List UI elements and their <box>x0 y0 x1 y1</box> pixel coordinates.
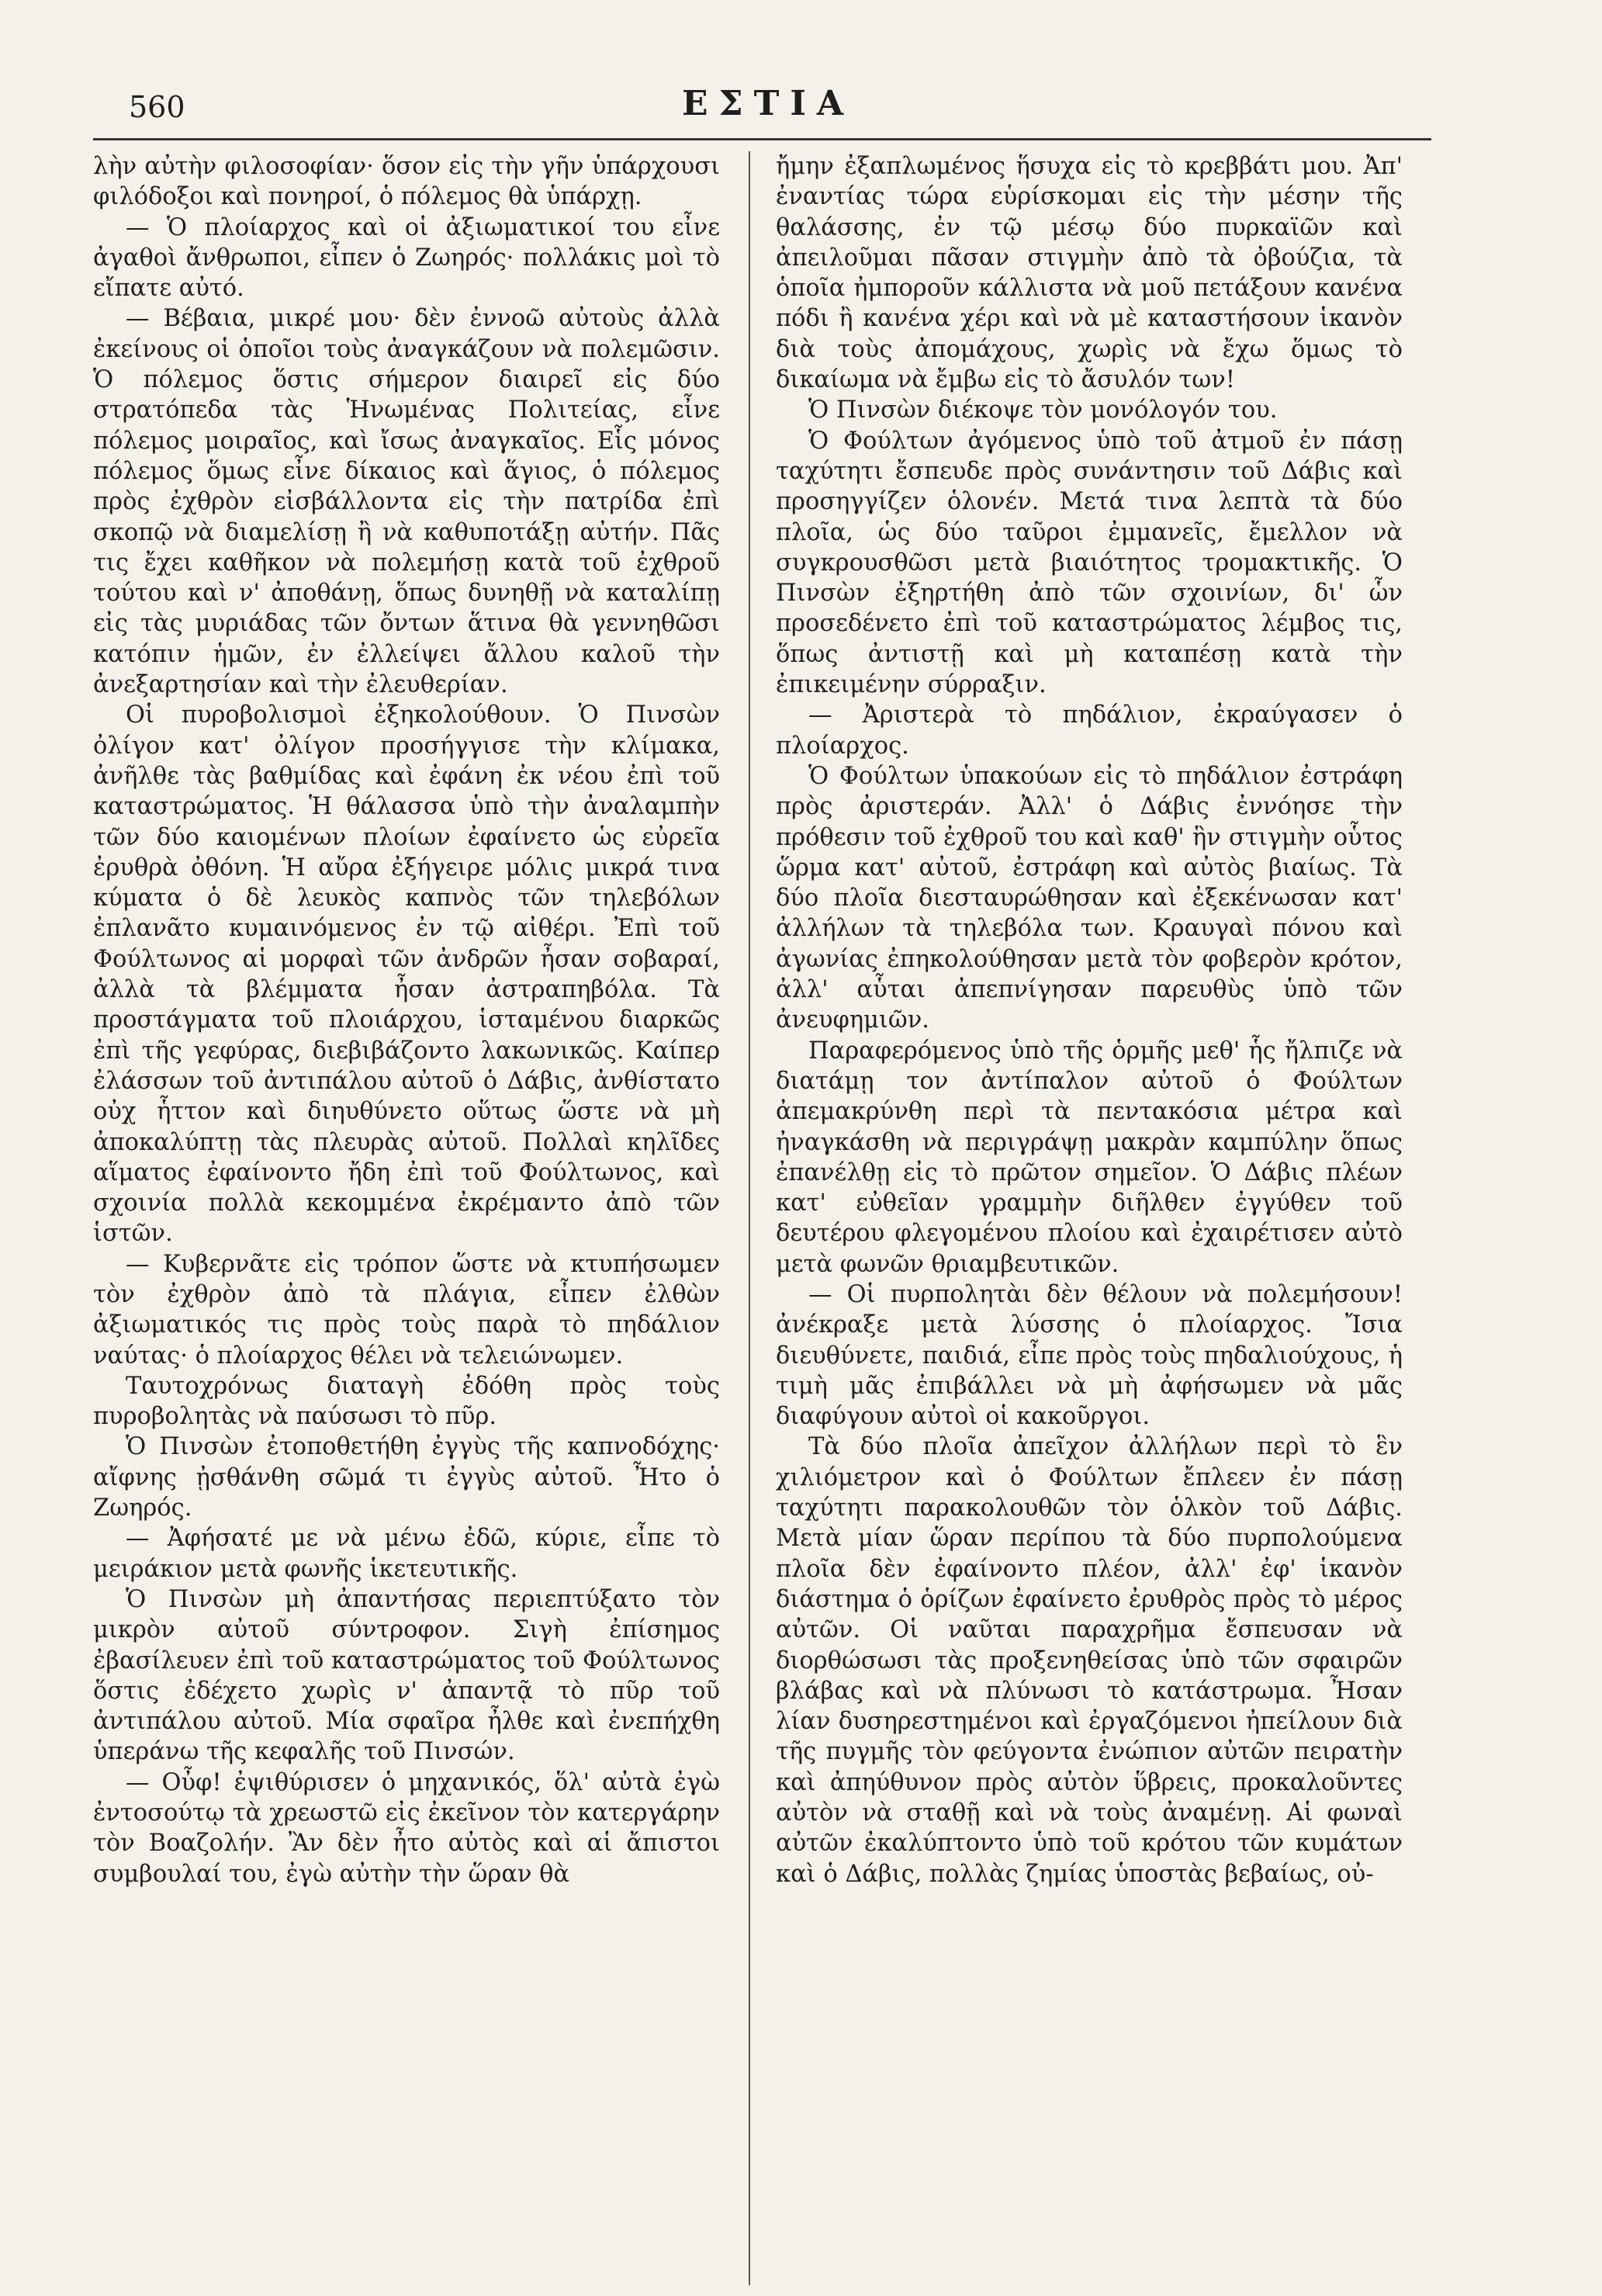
paragraph: λὴν αὐτὴν φιλοσοφίαν· ὅσον εἰς τὴν γῆν ὑπάρχουσι φιλόδοξοι καὶ πονηροί, ὁ πόλεμος θὰ ὑπάρχῃ. <box>93 153 720 211</box>
paragraph: Ὁ Πινσὼν ἐτοποθετήθη ἐγγὺς τῆς καπνοδόχης· αἴφνης ᾐσθάνθη σῶμά τι ἐγγὺς αὐτοῦ. Ἦτο ὁ Ζωηρός. <box>93 1433 720 1522</box>
paragraph: Ὁ Φούλτων ὑπακούων εἰς τὸ πηδάλιον ἐστράφη πρὸς ἀριστεράν. Ἀλλ' ὁ Δάβις ἐννόησε τὴν πρόθεσιν τοῦ ἐχθροῦ του καὶ καθ' ἣν στιγμὴν οὗτος ὥρμα κατ' αὐτοῦ, ἐστράφη καὶ αὐτὸς βιαίως. Τὰ δύο πλοῖα διεσταυρώθησαν καὶ ἐξεκένωσαν κατ' ἀλλήλων τὰ τηλεβόλα των. Κραυγαὶ πόνου καὶ ἀγωνίας ἐπηκολούθησαν μετὰ τὸν φοβερὸν κρότον, ἀλλ' αὗται ἀπεπνίγησαν παρευθὺς ὑπὸ τῶν ἀνευφημιῶν. <box>776 762 1403 1034</box>
header-rule <box>93 138 1431 140</box>
paragraph: — Ὁ πλοίαρχος καὶ οἱ ἀξιωματικοί του εἶνε ἀγαθοὶ ἄνθρωποι, εἶπεν ὁ Ζωηρός· πολλάκις μοὶ τὸ εἴπατε αὐτό. <box>93 213 720 303</box>
paragraph: — Οἱ πυρπολητὰι δὲν θέλουν νὰ πολεμήσουν! ἀνέκραξε μετὰ λύσσης ὁ πλοίαρχος. Ἴσια διευθύνετε, παιδιά, εἶπε πρὸς τοὺς πηδαλιούχους, ἡ τιμὴ μᾶς ἐπιβάλλει νὰ μὴ ἀφήσωμεν νὰ μᾶς διαφύγουν αὐτοὶ οἱ κακοῦργοι. <box>776 1280 1403 1431</box>
column-divider <box>749 151 750 2285</box>
paragraph: Παραφερόμενος ὑπὸ τῆς ὁρμῆς μεθ' ἧς ἤλπιζε νὰ διατάμῃ τον ἀντίπαλον αὐτοῦ ὁ Φούλτων ἀπεμακρύνθη περὶ τὰ πεντακόσια μέτρα καὶ ἠναγκάσθη νὰ περιγράψῃ μακρὰν καμπύλην ὅπως ἐπανέλθῃ εἰς τὸ πρῶτον σημεῖον. Ὁ Δάβις πλέων κατ' εὐθεῖαν γραμμὴν διῆλθεν ἐγγύθεν τοῦ δευτέρου φλεγομένου πλοίου καὶ ἐχαιρέτισεν αὐτὸ μετὰ φωνῶν θριαμβευτικῶν. <box>776 1037 1403 1278</box>
paragraph: — Βέβαια, μικρέ μου· δὲν ἐννοῶ αὐτοὺς ἀλλὰ ἐκείνους οἱ ὁποῖοι τοὺς ἀναγκάζουν νὰ πολεμῶσιν. Ὁ πόλεμος ὅστις σήμερον διαιρεῖ εἰς δύο στρατόπεδα τὰς Ἡνωμένας Πολιτείας, εἶνε πόλεμος μοιραῖος, καὶ ἴσως ἀναγκαῖος. Εἷς μόνος πόλεμος ὅμως εἶνε δίκαιος καὶ ἅγιος, ὁ πόλεμος πρὸς ἐχθρὸν εἰσβάλλοντα εἰς τὴν πατρίδα ἐπὶ σκοπῷ νὰ διαμελίσῃ ἢ νὰ καθυποτάξῃ αὐτήν. Πᾶς τις ἔχει καθῆκον νὰ πολεμήσῃ κατὰ τοῦ ἐχθροῦ τούτου καὶ ν' ἀποθάνῃ, ὅπως δυνηθῇ νὰ καταλίπῃ εἰς τὰς μυριάδας τῶν ὄντων ἅτινα θὰ γεννηθῶσι κατόπιν ἡμῶν, ἐν ἐλλείψει ἄλλου καλοῦ τὴν ἀνεξαρτησίαν καὶ τὴν ἐλευθερίαν. <box>93 305 720 699</box>
paragraph: Ὁ Πινσὼν διέκοψε τὸν μονόλογόν του. <box>808 397 1278 424</box>
paragraph: Ταυτοχρόνως διαταγὴ ἐδόθη πρὸς τοὺς πυροβολητὰς νὰ παύσωσι τὸ πῦρ. <box>93 1372 720 1431</box>
paragraph: Ὁ Φούλτων ἀγόμενος ὑπὸ τοῦ ἀτμοῦ ἐν πάσῃ ταχύτητι ἔσπευδε πρὸς συνάντησιν τοῦ Δάβις καὶ προσηγγίζεν ὁλονέν. Μετά τινα λεπτὰ τὰ δύο πλοῖα, ὡς δύο ταῦροι ἐμμανεῖς, ἔμελλον νὰ συγκρουσθῶσι μετὰ βιαιότητος τρομακτικῆς. Ὁ Πινσὼν ἐξηρτήθη ἀπὸ τῶν σχοινίων, δι' ὧν προσεδένετο ἐπὶ τοῦ καταστρώματος λέμβος τις, ὅπως ἀντιστῇ καὶ μὴ καταπέσῃ κατὰ τὴν ἐπικειμένην σύρραξιν. <box>776 427 1403 699</box>
paragraph: Ὁ Πινσὼν μὴ ἀπαντήσας περιεπτύξατο τὸν μικρὸν αὐτοῦ σύντροφον. Σιγὴ ἐπίσημος ἐβασίλευεν ἐπὶ τοῦ καταστρώματος τοῦ Φούλτωνος ὅστις ἐδέχετο χωρὶς ν' ἀπαντᾷ τὸ πῦρ τοῦ ἀντιπάλου αὐτοῦ. Μία σφαῖρα ἦλθε καὶ ἐνεπήχθη ὑπεράνω τῆς κεφαλῆς τοῦ Πινσών. <box>93 1585 720 1766</box>
running-title: ΕΣΤΙΑ <box>681 84 855 123</box>
paragraph: Οἱ πυροβολισμοὶ ἐξηκολούθουν. Ὁ Πινσὼν ὀλίγον κατ' ὀλίγον προσήγγισε τὴν κλίμακα, ἀνῆλθε τὰς βαθμίδας καὶ ἐφάνη ἐκ νέου ἐπὶ τοῦ καταστρώματος. Ἡ θάλασσα ὑπὸ τὴν ἀναλαμπὴν τῶν δύο καιομένων πλοίων ἐφαίνετο ὡς εὐρεῖα ἐρυθρὰ ὀθόνη. Ἡ αὔρα ἐξήγειρε μόλις μικρά τινα κύματα ὁ δὲ λευκὸς καπνὸς τῶν τηλεβόλων ἐπλανᾶτο κυμαινόμενος ἐν τῷ αἰθέρι. Ἐπὶ τοῦ Φούλτωνος αἱ μορφαὶ τῶν ἀνδρῶν ἦσαν σοβαραί, ἀλλὰ τὰ βλέμματα ἦσαν ἀστραπηβόλα. Τὰ προστάγματα τοῦ πλοιάρχου, ἱσταμένου διαρκῶς ἐπὶ τῆς γεφύρας, διεβιβάζοντο λακωνικῶς. Καίπερ ἐλάσσων τοῦ ἀντιπάλου αὐτοῦ ὁ Δάβις, ἀνθίστατο οὐχ ἧττον καὶ διηυθύνετο οὕτως ὥστε νὰ μὴ ἀποκαλύπτῃ τὰς πλευρὰς αὐτοῦ. Πολλαὶ κηλῖδες αἵματος ἐφαίνοντο ἤδη ἐπὶ τοῦ Φούλτωνος, καὶ σχοινία πολλὰ κεκομμένα ἐκρέμαντο ἀπὸ τῶν ἱστῶν. <box>93 701 720 1248</box>
paragraph: ἤμην ἐξαπλωμένος ἥσυχα εἰς τὸ κρεββάτι μου. Ἀπ' ἐναντίας τώρα εὑρίσκομαι εἰς τὴν μέσην τῆς θαλάσσης, ἐν τῷ μέσῳ δύο πυρκαϊῶν καὶ ἀπειλοῦμαι πᾶσαν στιγμὴν ἀπὸ τὰ ὀβούζια, τὰ ὁποῖα ἠμποροῦν κάλλιστα νὰ μοῦ πετάξουν κανένα πόδι ἢ κανένα χέρι καὶ νὰ μὲ καταστήσουν ἱκανὸν διὰ τοὺς ἀπομάχους, χωρὶς νὰ ἔχω ὅμως τὸ δικαίωμα νὰ ἔμβω εἰς τὸ ἄσυλόν των! <box>776 153 1403 394</box>
page-header <box>109 78 1427 132</box>
paragraph: — Κυβερνᾶτε εἰς τρόπον ὥστε νὰ κτυπήσωμεν τὸν ἐχθρὸν ἀπὸ τὰ πλάγια, εἶπεν ἐλθὼν ἀξιωματικός τις πρὸς τοὺς παρὰ τὸ πηδάλιον ναύτας· ὁ πλοίαρχος θέλει νὰ τελειώνωμεν. <box>93 1250 720 1370</box>
page-number: 560 <box>129 90 185 124</box>
paragraph: Τὰ δύο πλοῖα ἀπεῖχον ἀλλήλων περὶ τὸ ἓν χιλιόμετρον καὶ ὁ Φούλτων ἔπλεεν ἐν πάσῃ ταχύτητι παρακολουθῶν τὸν ὁλκὸν τοῦ Δάβις. Μετὰ μίαν ὥραν περίπου τὰ δύο πυρπολούμενα πλοῖα δὲν ἐφαίνοντο πλέον, ἀλλ' ἐφ' ἱκανὸν διάστημα ὁ ὁρίζων ἐφαίνετο ἐρυθρὸς πρὸς τὸ μέρος αὐτῶν. Οἱ ναῦται παραχρῆμα ἔσπευσαν νὰ διορθώσωσι τὰς προξενηθείσας ὑπὸ τῶν σφαιρῶν βλάβας καὶ νὰ πλύνωσι τὸ κατάστρωμα. Ἦσαν λίαν δυσηρεστημένοι καὶ ἐργαζόμενοι ἠπείλουν διὰ τῆς πυγμῆς τὸν φεύγοντα ἐνώπιον αὐτῶν πειρατὴν καὶ ἀπηύθυνον πρὸς αὐτὸν ὕβρεις, προκαλοῦντες αὐτὸν νὰ σταθῇ καὶ νὰ τοὺς ἀναμένῃ. Αἱ φωναὶ αὐτῶν ἐκαλύπτοντο ὑπὸ τοῦ κρότου τῶν κυμάτων καὶ ὁ Δάβις, πολλὰς ζημίας ὑποστὰς βεβαίως, οὐ- <box>776 1433 1403 1888</box>
right-column <box>776 151 1403 2285</box>
paragraph: — Οὖφ! ἐψιθύρισεν ὁ μηχανικός, ὅλ' αὐτὰ ἐγὼ ἐντοσούτῳ τὰ χρεωστῶ εἰς ἐκεῖνον τὸν κατεργάρην τὸν Βοαζολήν. Ἂν δὲν ἦτο αὐτὸς καὶ αἱ ἄπιστοι συμβουλαί του, ἐγὼ αὐτὴν τὴν ὥραν θὰ <box>93 1768 720 1888</box>
left-column <box>93 151 720 2285</box>
paragraph: — Ἀριστερὰ τὸ πηδάλιον, ἐκραύγασεν ὁ πλοίαρχος. <box>776 701 1403 760</box>
paragraph: — Ἀφήσατέ με νὰ μένω ἐδῶ, κύριε, εἶπε τὸ μειράκιον μετὰ φωνῆς ἱκετευτικῆς. <box>93 1525 720 1583</box>
